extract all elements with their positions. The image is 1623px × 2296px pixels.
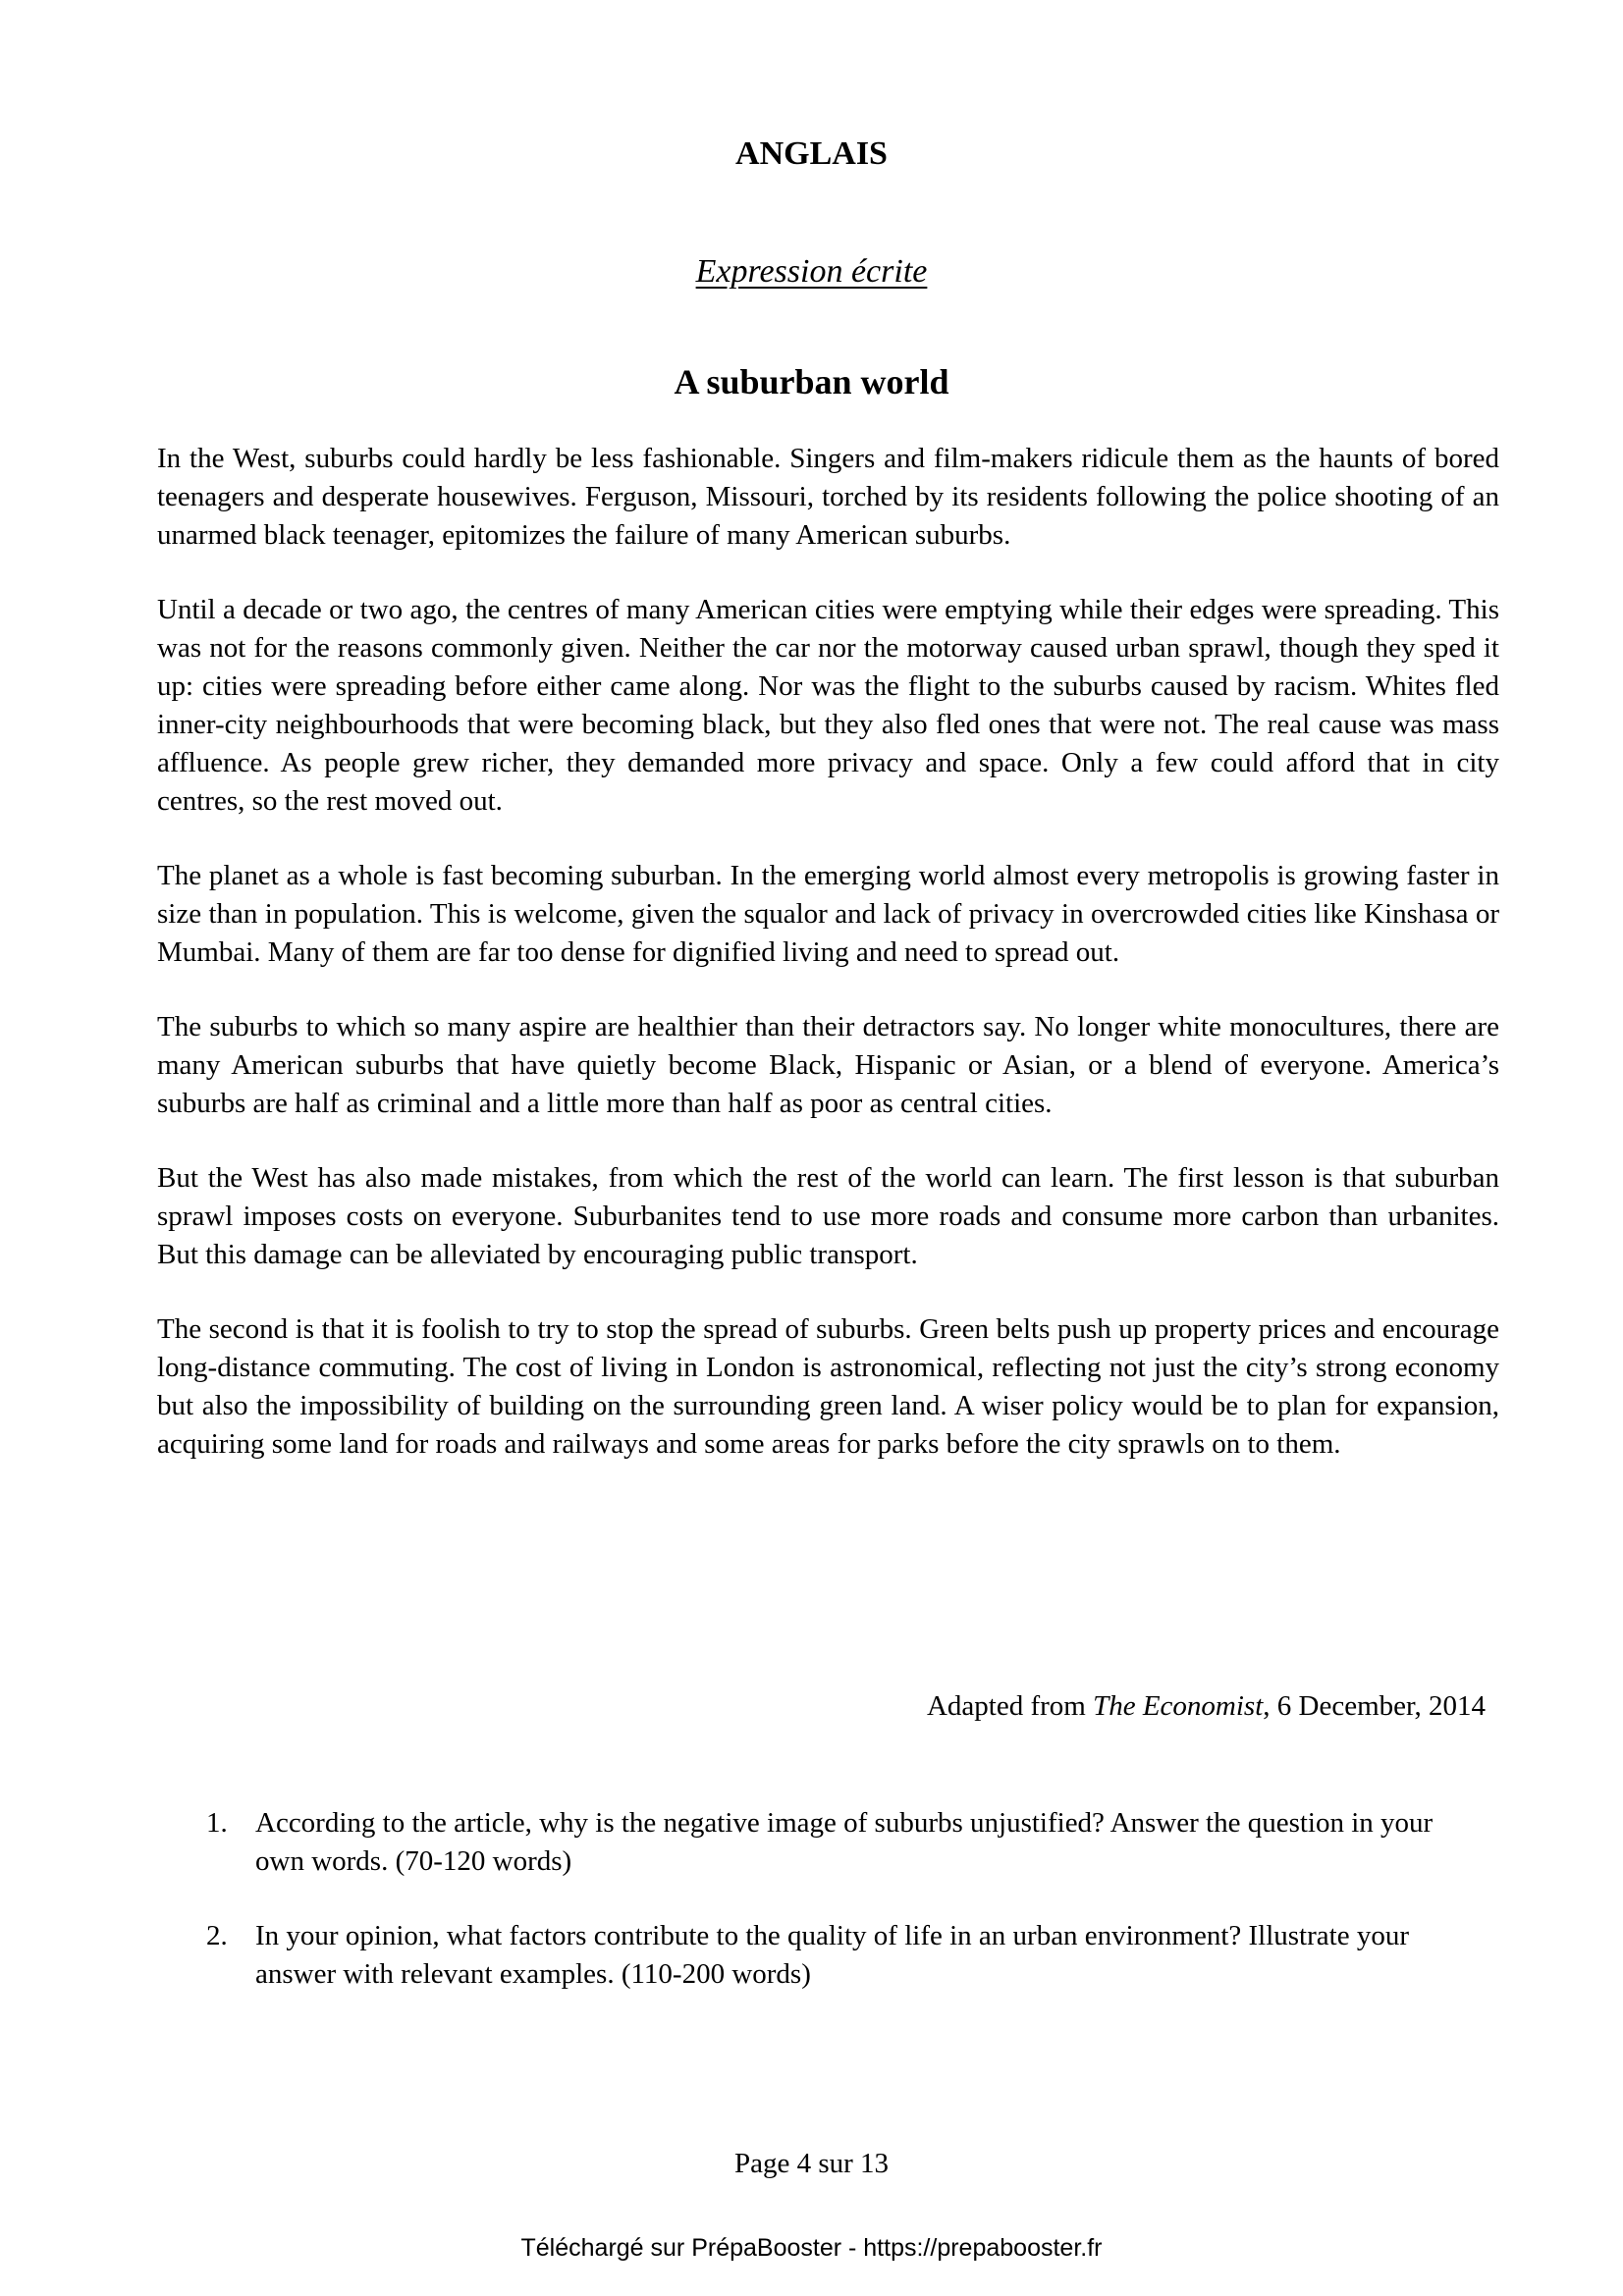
exercise-subtitle-text: Expression écrite xyxy=(695,253,928,290)
question-text: According to the article, why is the negative image of suburbs unjustified? Answer the question in your own words. (70-120 words) xyxy=(255,1807,1434,1877)
article-paragraph: But the West has also made mistakes, from which the rest of the world can learn. The first lesson is that suburban sprawl imposes costs on everyone. Suburbanites tend to use more roads and consume more carbon than urbanites. But this damage can be alleviated by encouraging public transport. xyxy=(157,1162,1499,1270)
article-body xyxy=(157,440,1499,1500)
question-item xyxy=(206,1804,1434,1881)
source-suffix: , 6 December, 2014 xyxy=(1263,1690,1486,1722)
question-number: 1. xyxy=(206,1807,228,1839)
article-paragraph: The second is that it is foolish to try to stop the spread of suburbs. Green belts push up property prices and encourage long-distance commuting. The cost of living in London is astronomical, reflecting not just the city’s strong economy but also the impossibility of building on the surrounding green land. A wiser policy would be to plan for expansion, acquiring some land for roads and railways and some areas for parks before the city sprawls on to them. xyxy=(157,1313,1499,1460)
question-text: In your opinion, what factors contribute to the quality of life in an urban environment? Illustrate your answer with relevant examples. (110-200 words) xyxy=(255,1920,1409,1990)
question-item xyxy=(206,1917,1434,1994)
article-paragraph: The suburbs to which so many aspire are healthier than their detractors say. No longer white monocultures, there are many American suburbs that have quietly become Black, Hispanic or Asian, or a blend of everyone. America’s suburbs are half as criminal and a little more than half as poor as central cities. xyxy=(157,1011,1499,1119)
section-title: ANGLAIS xyxy=(735,135,888,172)
article-paragraph: The planet as a whole is fast becoming suburban. In the emerging world almost every metropolis is growing faster in size than in population. This is welcome, given the squalor and lack of privacy in overcrowded cities like Kinshasa or Mumbai. Many of them are far too dense for dignified living and need to spread out. xyxy=(157,860,1499,968)
source-prefix: Adapted from xyxy=(926,1690,1094,1722)
page-number: Page 4 sur 13 xyxy=(733,2148,890,2179)
article-heading: A suburban world xyxy=(674,362,949,401)
question-list xyxy=(206,1804,1434,2030)
source-citation xyxy=(927,1690,1486,1723)
article-paragraph: In the West, suburbs could hardly be less fashionable. Singers and film-makers ridicule them as the haunts of bored teenagers and desperate housewives. Ferguson, Missouri, torched by its residents following the police shooting of an unarmed black teenager, epitomizes the failure of many American suburbs. xyxy=(157,443,1499,551)
article-paragraph: Until a decade or two ago, the centres of many American cities were emptying while their edges were spreading. This was not for the reasons commonly given. Neither the car nor the motorway caused urban sprawl, though they sped it up: cities were spreading before either came along. Nor was the flight to the suburbs caused by racism. Whites fled inner-city neighbourhoods that were becoming black, but they also fled ones that were not. The real cause was mass affluence. As people grew richer, they demanded more privacy and space. Only a few could afford that in city centres, so the rest moved out. xyxy=(157,594,1499,817)
exercise-subtitle xyxy=(0,253,1623,291)
question-number: 2. xyxy=(206,1920,228,1951)
download-footer: Téléchargé sur PrépaBooster - https://prepabooster.fr xyxy=(520,2234,1103,2262)
source-publication: The Economist xyxy=(1093,1690,1264,1722)
